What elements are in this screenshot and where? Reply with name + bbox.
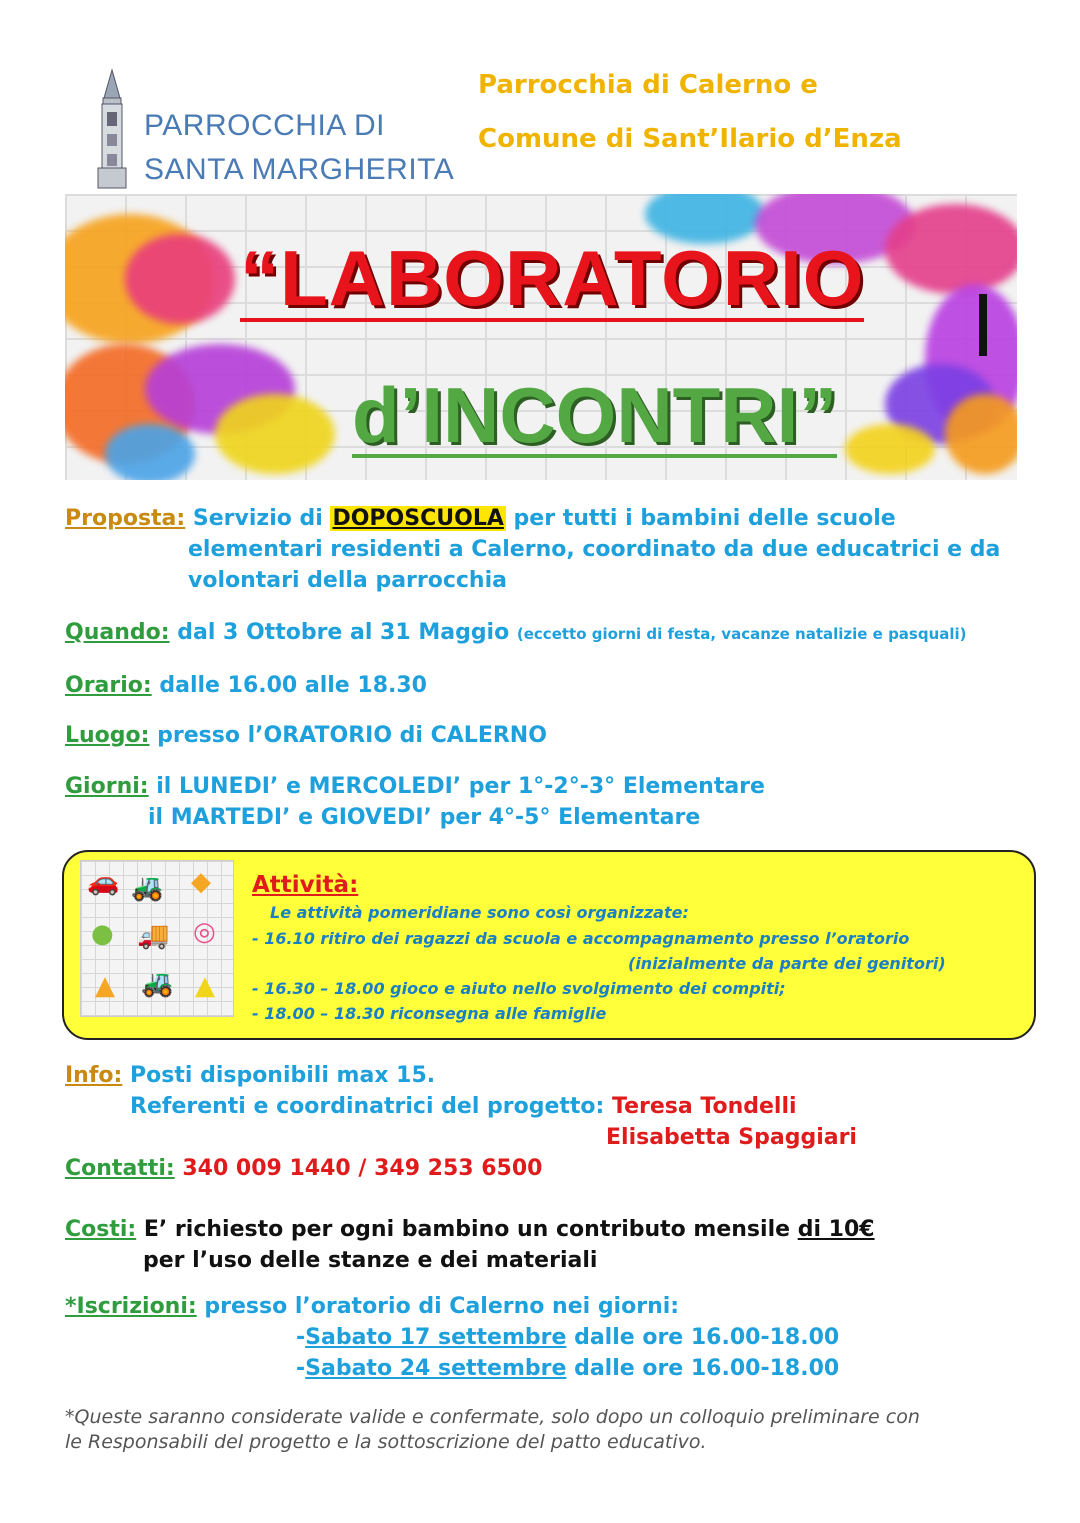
bell-tower-logo: [92, 68, 132, 190]
iscrizioni-dash1: -: [296, 1325, 306, 1350]
iscrizioni-date2-row: [296, 1356, 839, 1381]
toys-illustration: [80, 860, 234, 1017]
iscrizioni-date1-row: [296, 1325, 839, 1350]
luogo-label: Luogo:: [65, 723, 150, 748]
ring-icon: ◎: [193, 917, 216, 947]
proposta-line2: elementari residenti a Calerno, coordinato da due educatrici e da: [188, 537, 1001, 562]
footer-note: [65, 1405, 1025, 1455]
info-ref1: Teresa Tondelli: [612, 1094, 797, 1119]
title-line1: “LABORATORIO: [240, 234, 865, 322]
costi-pre: E’ richiesto per ogni bambino un contributo mensile: [143, 1217, 791, 1242]
proposta-highlight: DOPOSCUOLA: [332, 506, 504, 531]
orario-row: [65, 673, 427, 698]
info-row: [65, 1063, 435, 1088]
giorni-row: [65, 774, 765, 799]
title-line2: d’INCONTRI”: [352, 371, 838, 459]
contatti-row: [65, 1156, 542, 1181]
pyramid-icon: ▲: [195, 971, 215, 1001]
orario-label: Orario:: [65, 673, 152, 698]
proposta-row: [65, 506, 896, 531]
iscrizioni-date1: Sabato 17 settembre: [305, 1325, 567, 1350]
contatti-text: 340 009 1440 / 349 253 6500: [182, 1156, 543, 1181]
info-ref2: Elisabetta Spaggiari: [606, 1125, 857, 1150]
quando-text: dal 3 Ottobre al 31 Maggio: [177, 620, 510, 645]
luogo-text: presso l’ORATORIO di CALERNO: [157, 723, 547, 748]
top-icon: ◆: [191, 867, 211, 897]
org-line1: Parrocchia di Calerno e: [478, 70, 818, 100]
iscrizioni-time2: dalle ore 16.00-18.00: [574, 1356, 840, 1381]
iscrizioni-text: presso l’oratorio di Calerno nei giorni:: [204, 1294, 680, 1319]
truck-icon: 🚚: [137, 921, 170, 951]
parish-name: [144, 104, 454, 192]
org-line2: Comune di Sant’Ilario d’Enza: [478, 124, 902, 154]
giorni-label: Giorni:: [65, 774, 149, 799]
giorni-line1: il LUNEDI’ e MERCOLEDI’ per 1°-2°-3° Elementare: [156, 774, 765, 799]
proposta-label: Proposta:: [65, 506, 186, 531]
attivita-intro: Le attività pomeridiane sono così organizzate:: [270, 903, 689, 922]
info-label: Info:: [65, 1063, 123, 1088]
info-text: Posti disponibili max 15.: [130, 1063, 436, 1088]
proposta-post: per tutti i bambini delle scuole: [513, 506, 896, 531]
quando-note: (eccetto giorni di festa, vacanze natalizie e pasquali): [516, 625, 967, 643]
iscrizioni-dash2: -: [296, 1356, 306, 1381]
attivita-item2: - 16.30 – 18.00 gioco e aiuto nello svolgimento dei compiti;: [252, 979, 786, 998]
iscrizioni-date2: Sabato 24 settembre: [305, 1356, 567, 1381]
attivita-item3: - 18.00 – 18.30 riconsegna alle famiglie: [252, 1004, 607, 1023]
attivita-item1: - 16.10 ritiro dei ragazzi da scuola e accompagnamento presso l’oratorio: [252, 929, 910, 948]
costi-line2: per l’uso delle stanze e dei materiali: [143, 1248, 598, 1273]
iscrizioni-row: [65, 1294, 679, 1319]
luogo-row: [65, 723, 547, 748]
attivita-title: Attività:: [252, 872, 359, 898]
info-ref-label: Referenti e coordinatrici del progetto:: [130, 1094, 605, 1119]
attivita-item1b: (inizialmente da parte dei genitori): [628, 954, 946, 973]
tractor-icon-2: 🚜: [141, 969, 174, 999]
proposta-pre: Servizio di: [192, 506, 323, 531]
cone-icon: ▲: [95, 971, 115, 1001]
orario-text: dalle 16.00 alle 18.30: [159, 673, 427, 698]
giorni-line2: il MARTEDI’ e GIOVEDI’ per 4°-5° Elementare: [148, 805, 701, 830]
contatti-label: Contatti:: [65, 1156, 175, 1181]
info-ref-row: [130, 1094, 797, 1119]
costi-label: Costi:: [65, 1217, 137, 1242]
parish-line2: SANTA MARGHERITA: [144, 153, 455, 186]
costi-amount: di 10€: [797, 1217, 875, 1242]
proposta-line3: volontari della parrocchia: [188, 568, 507, 593]
tractor-icon: 🚜: [131, 873, 164, 903]
iscrizioni-label: *Iscrizioni:: [65, 1294, 197, 1319]
costi-row: [65, 1217, 875, 1242]
footer-line1: *Queste saranno considerate valide e confermate, solo dopo un colloquio preliminare con: [65, 1406, 920, 1428]
ball-icon: ●: [91, 919, 114, 949]
iscrizioni-time1: dalle ore 16.00-18.00: [574, 1325, 840, 1350]
quando-row: [65, 620, 967, 645]
car-icon: 🚗: [87, 867, 120, 897]
quando-label: Quando:: [65, 620, 170, 645]
footer-line2: le Responsabili del progetto e la sottoscrizione del patto educativo.: [65, 1431, 707, 1453]
parish-line1: PARROCCHIA DI: [144, 109, 385, 142]
